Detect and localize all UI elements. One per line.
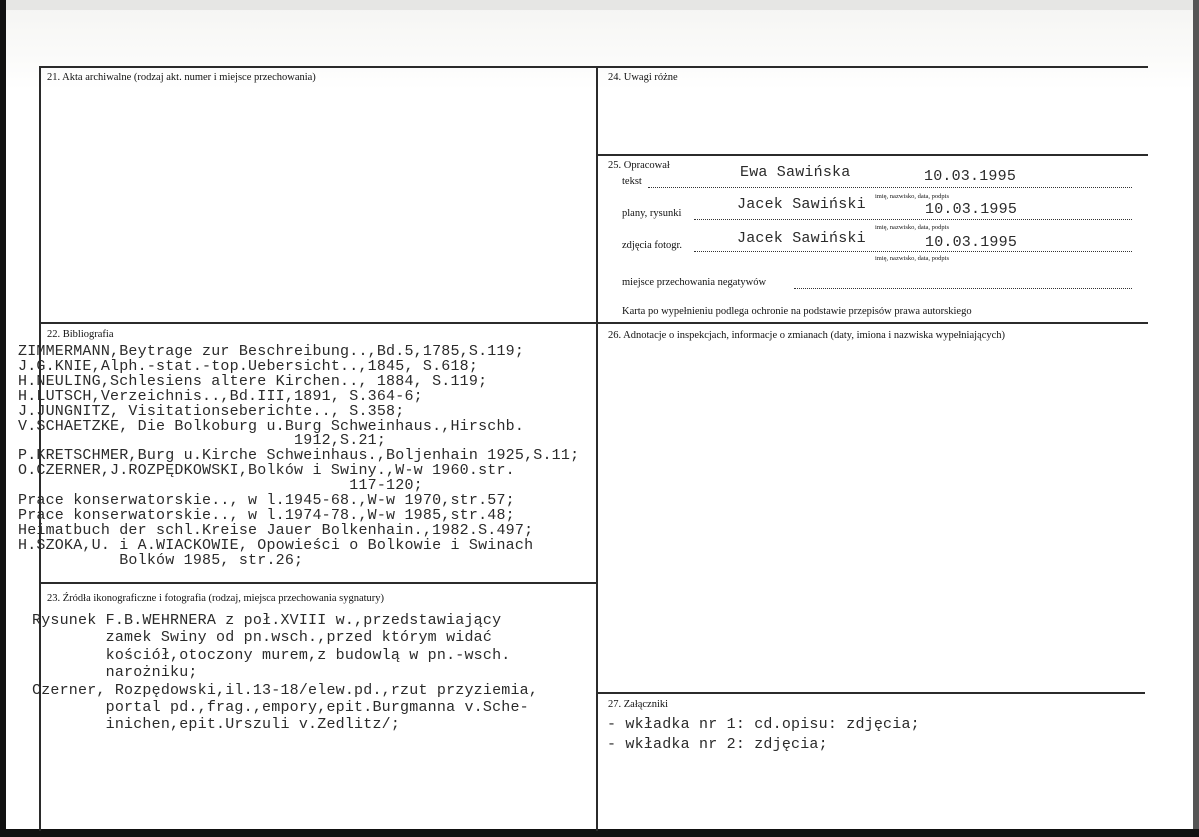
section-25-title: 25. Opracował <box>608 160 670 171</box>
iconography-entry: Czerner, Rozpędowski,il.13-18/elew.pd.,rzut przyziemia, <box>32 681 539 699</box>
rule-right-mid-1 <box>597 154 1148 156</box>
iconography-entry: Rysunek F.B.WEHRNERA z poł.XVIII w.,przedstawiający <box>32 612 502 629</box>
bibliography-entry: V.SCHAETZKE, Die Bolkoburg u.Burg Schweinhaus.,Hirschb. <box>18 417 525 435</box>
bibliography-entry: J.JUNGNITZ, Visitationseberichte.., S.358; <box>18 402 405 420</box>
copyright-note: Karta po wypełnieniu podlega ochronie na podstawie przepisów prawa autorskiego <box>622 306 972 317</box>
rule-row-2 <box>40 322 1148 324</box>
bibliography-list <box>18 343 658 578</box>
negatywy-dotted-line <box>794 288 1132 289</box>
bibliography-entry: O.CZERNER,J.ROZPĘDKOWSKI,Bolków i Swiny.,W-w 1960.str. <box>18 462 515 480</box>
bibliography-entry: 117-120; <box>18 477 423 495</box>
bibliography-entry: Heimatbuch der schl.Kreise Jauer Bolkenhain.,1982.S.497; <box>18 521 534 539</box>
bibliography-entry: Bolków 1985, str.26; <box>18 551 304 569</box>
bibliography-entry: ZIMMERMANN,Beytrage zur Beschreibung..,Bd.5,1785,S.119; <box>18 343 525 360</box>
iconography-list <box>32 612 597 752</box>
negatywy-label: miejsce przechowania negatywów <box>622 277 767 288</box>
attachment-item: - wkładka nr 1: cd.opisu: zdjęcia; <box>607 716 920 733</box>
bibliography-entry: Prace konserwatorskie.., w l.1974-78.,W-w 1985,str.48; <box>18 506 515 524</box>
scan-edge-right <box>1193 0 1199 837</box>
iconography-entry: zamek Swiny od pn.wsch.,przed którym widać <box>32 629 493 647</box>
signature-caption-1: imię, nazwisko, data, podpis <box>875 193 950 200</box>
bibliography-entry: Prace konserwatorskie.., w l.1945-68.,W-w 1970,str.57; <box>18 492 515 509</box>
section-22-title: 22. Bibliografia <box>47 329 114 340</box>
scan-edge-left <box>0 0 6 837</box>
tekst-value: Ewa Sawińska <box>740 164 851 181</box>
zdjecia-label: zdjęcia fotogr. <box>622 240 683 251</box>
section-26-title: 26. Adnotacje o inspekcjach, informacje o zmianach (daty, imiona i nazwiska wypełniających) <box>608 330 1006 341</box>
tekst-label: tekst <box>622 176 642 187</box>
tekst-dotted-line <box>648 187 1132 188</box>
section-21-title: 21. Akta archiwalne (rodzaj akt. numer i miejsce przechowania) <box>47 72 316 83</box>
bibliography-entry: H.LUTSCH,Verzeichnis..,Bd.III,1891, S.364-6; <box>18 387 423 405</box>
zdjecia-value: Jacek Sawiński <box>737 230 866 247</box>
plany-value: Jacek Sawiński <box>737 196 866 213</box>
plany-dotted-line <box>694 219 1132 220</box>
bibliography-entry: J.G.KNIE,Alph.-stat.-top.Uebersicht..,1845, S.618; <box>18 357 479 375</box>
section-23-title: 23. Źródła ikonograficzne i fotografia (rodzaj, miejsca przechowania sygnatury) <box>47 593 385 604</box>
rule-left-mid <box>40 582 597 584</box>
zdjecia-dotted-line <box>694 251 1132 252</box>
plany-label: plany, rysunki <box>622 208 682 219</box>
bibliography-entry: H.SZOKA,U. i A.WIACKOWIE, Opowieści o Bolkowie i Swinach <box>18 536 534 554</box>
scan-edge-bottom <box>0 829 1199 837</box>
iconography-entry: kościół,otoczony murem,z budowlą w pn.-wsch. <box>32 646 511 664</box>
signature-caption-2: imię, nazwisko, data, podpis <box>875 224 950 231</box>
attachment-item: - wkładka nr 2: zdjęcia; <box>607 736 828 753</box>
section-27-title: 27. Załączniki <box>608 699 669 710</box>
bibliography-entry: P.KRETSCHMER,Burg u.Kirche Schweinhaus.,Boljenhain 1925,S.11; <box>18 447 580 465</box>
rule-right-mid-2 <box>597 692 1145 694</box>
iconography-entry: narożniku; <box>32 664 198 682</box>
tekst-date: 10.03.1995 <box>924 168 1017 185</box>
iconography-entry: inichen,epit.Urszuli v.Zedlitz/; <box>32 716 401 734</box>
signature-caption-3: imię, nazwisko, data, podpis <box>875 255 950 262</box>
section-24-title: 24. Uwagi różne <box>608 72 678 83</box>
rule-top <box>40 66 1148 68</box>
scan-edge-top <box>0 0 1199 10</box>
bibliography-entry: H.NEULING,Schlesiens altere Kirchen.., 1884, S.119; <box>18 372 488 390</box>
iconography-entry: portal pd.,frag.,empory,epit.Burgmanna v.Sche- <box>32 699 529 716</box>
attachments-list <box>607 716 1167 776</box>
zdjecia-date: 10.03.1995 <box>925 234 1018 251</box>
plany-date: 10.03.1995 <box>925 201 1018 218</box>
bibliography-entry: 1912,S.21; <box>18 432 387 450</box>
